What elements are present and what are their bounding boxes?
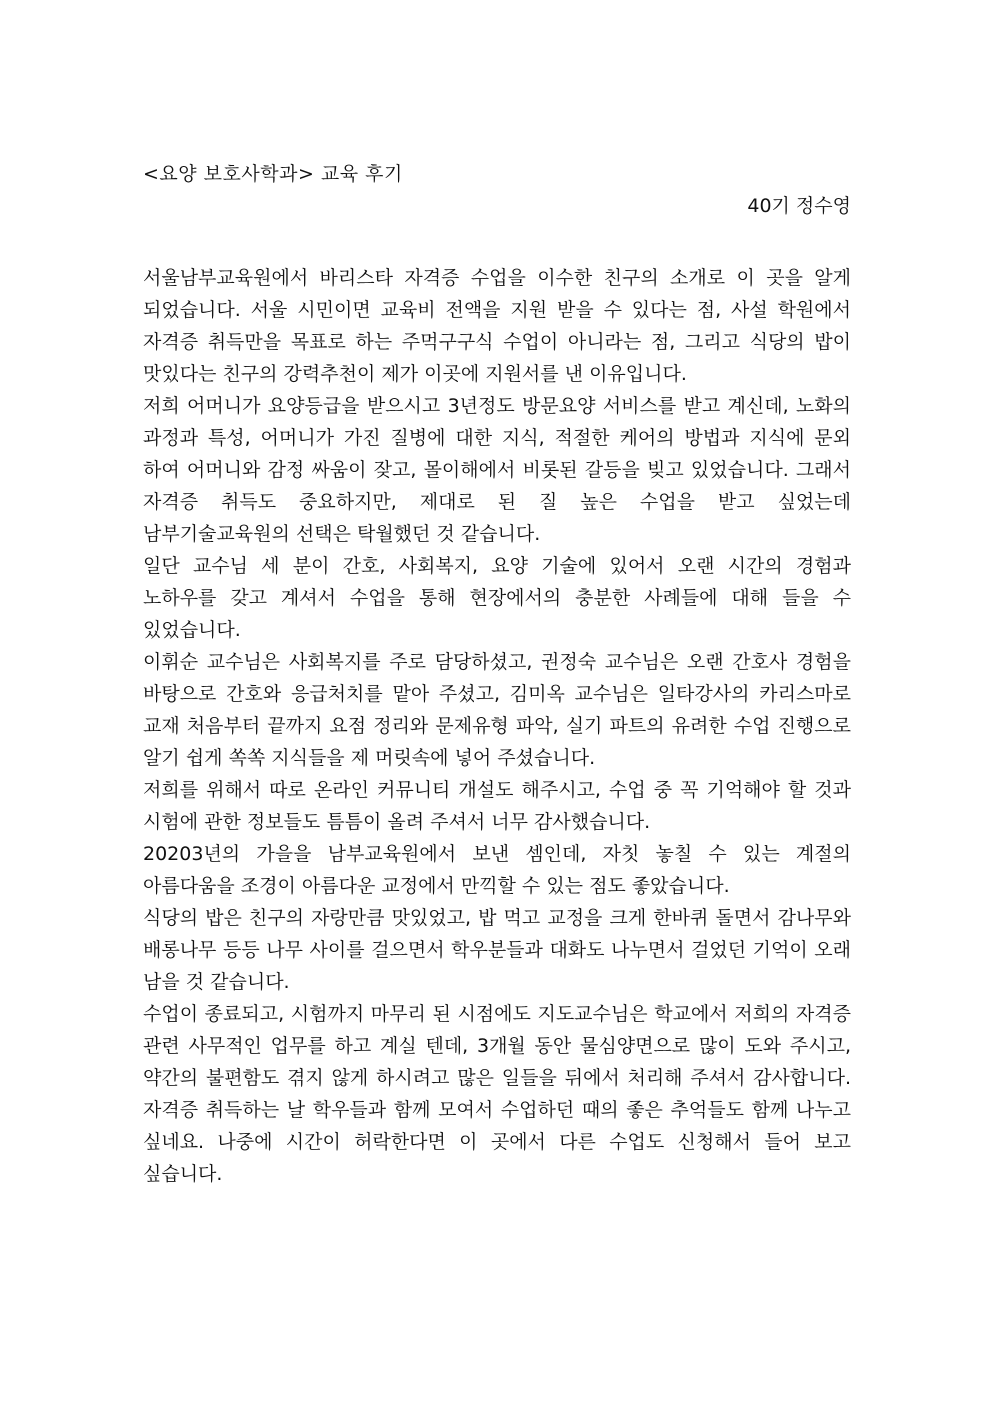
- paragraph: 식당의 밥은 친구의 자랑만큼 맛있었고, 밥 먹고 교정을 크게 한바퀴 돌면서 감나무와 배롱나무 등등 나무 사이를 걸으면서 학우분들과 대화도 나누면서 걸었던 기억이 오래 남을 것 같습니다.: [143, 907, 851, 993]
- paragraph: 저희를 위해서 따로 온라인 커뮤니티 개설도 해주시고, 수업 중 꼭 기억해야 할 것과 시험에 관한 정보들도 틈틈이 올려 주셔서 너무 감사했습니다.: [143, 779, 851, 833]
- spacer: [143, 222, 851, 262]
- document-body: [143, 262, 851, 1190]
- paragraph: 일단 교수님 세 분이 간호, 사회복지, 요양 기술에 있어서 오랜 시간의 경험과 노하우를 갖고 계셔서 수업을 통해 현장에서의 충분한 사례들에 대해 들을 수 있었습니다.: [143, 555, 851, 641]
- paragraph: 서울남부교육원에서 바리스타 자격증 수업을 이수한 친구의 소개로 이 곳을 알게 되었습니다. 서울 시민이면 교육비 전액을 지원 받을 수 있다는 점, 사설 학원에서 자격증 취득만을 목표로 하는 주먹구구식 수업이 아니라는 점, 그리고 식당의 밥이 맛있다는 친구의 강력추천이 제가 이곳에 지원서를 낸 이유입니다.: [143, 267, 851, 385]
- paragraph: 수업이 종료되고, 시험까지 마무리 된 시점에도 지도교수님은 학교에서 저희의 자격증 관련 사무적인 업무를 하고 계실 텐데, 3개월 동안 물심양면으로 많이 도와 주시고, 약간의 불편함도 겪지 않게 하시려고 많은 일들을 뒤에서 처리해 주셔서 감사합니다. 자격증 취득하는 날 학우들과 함께 모여서 수업하던 때의 좋은 추억들도 함께 나누고 싶네요. 나중에 시간이 허락한다면 이 곳에서 다른 수업도 신청해서 들어 보고 싶습니다.: [143, 1003, 851, 1185]
- paragraph: 이휘순 교수님은 사회복지를 주로 담당하셨고, 권정숙 교수님은 오랜 간호사 경험을 바탕으로 간호와 응급처치를 맡아 주셨고, 김미옥 교수님은 일타강사의 카리스마로 교재 처음부터 끝까지 요점 정리와 문제유형 파악, 실기 파트의 유려한 수업 진행으로 알기 쉽게 쏙쏙 지식들을 제 머릿속에 넣어 주셨습니다.: [143, 651, 851, 769]
- document-title: <요양 보호사학과> 교육 후기: [143, 163, 403, 185]
- document-author: 40기 정수영: [747, 195, 851, 217]
- paragraph: 20203년의 가을을 남부교육원에서 보낸 셈인데, 자칫 놓칠 수 있는 계절의 아름다움을 조경이 아름다운 교정에서 만끽할 수 있는 점도 좋았습니다.: [143, 843, 851, 897]
- paragraph: 저희 어머니가 요양등급을 받으시고 3년정도 방문요양 서비스를 받고 계신데, 노화의 과정과 특성, 어머니가 가진 질병에 대한 지식, 적절한 케어의 방법과 지식에 문외 하여 어머니와 감정 싸움이 잦고, 몰이해에서 비롯된 갈등을 빚고 있었습니다. 그래서 자격증 취득도 중요하지만, 제대로 된 질 높은 수업을 받고 싶었는데 남부기술교육원의 선택은 탁월했던 것 같습니다.: [143, 395, 851, 545]
- document-content: [143, 158, 851, 1190]
